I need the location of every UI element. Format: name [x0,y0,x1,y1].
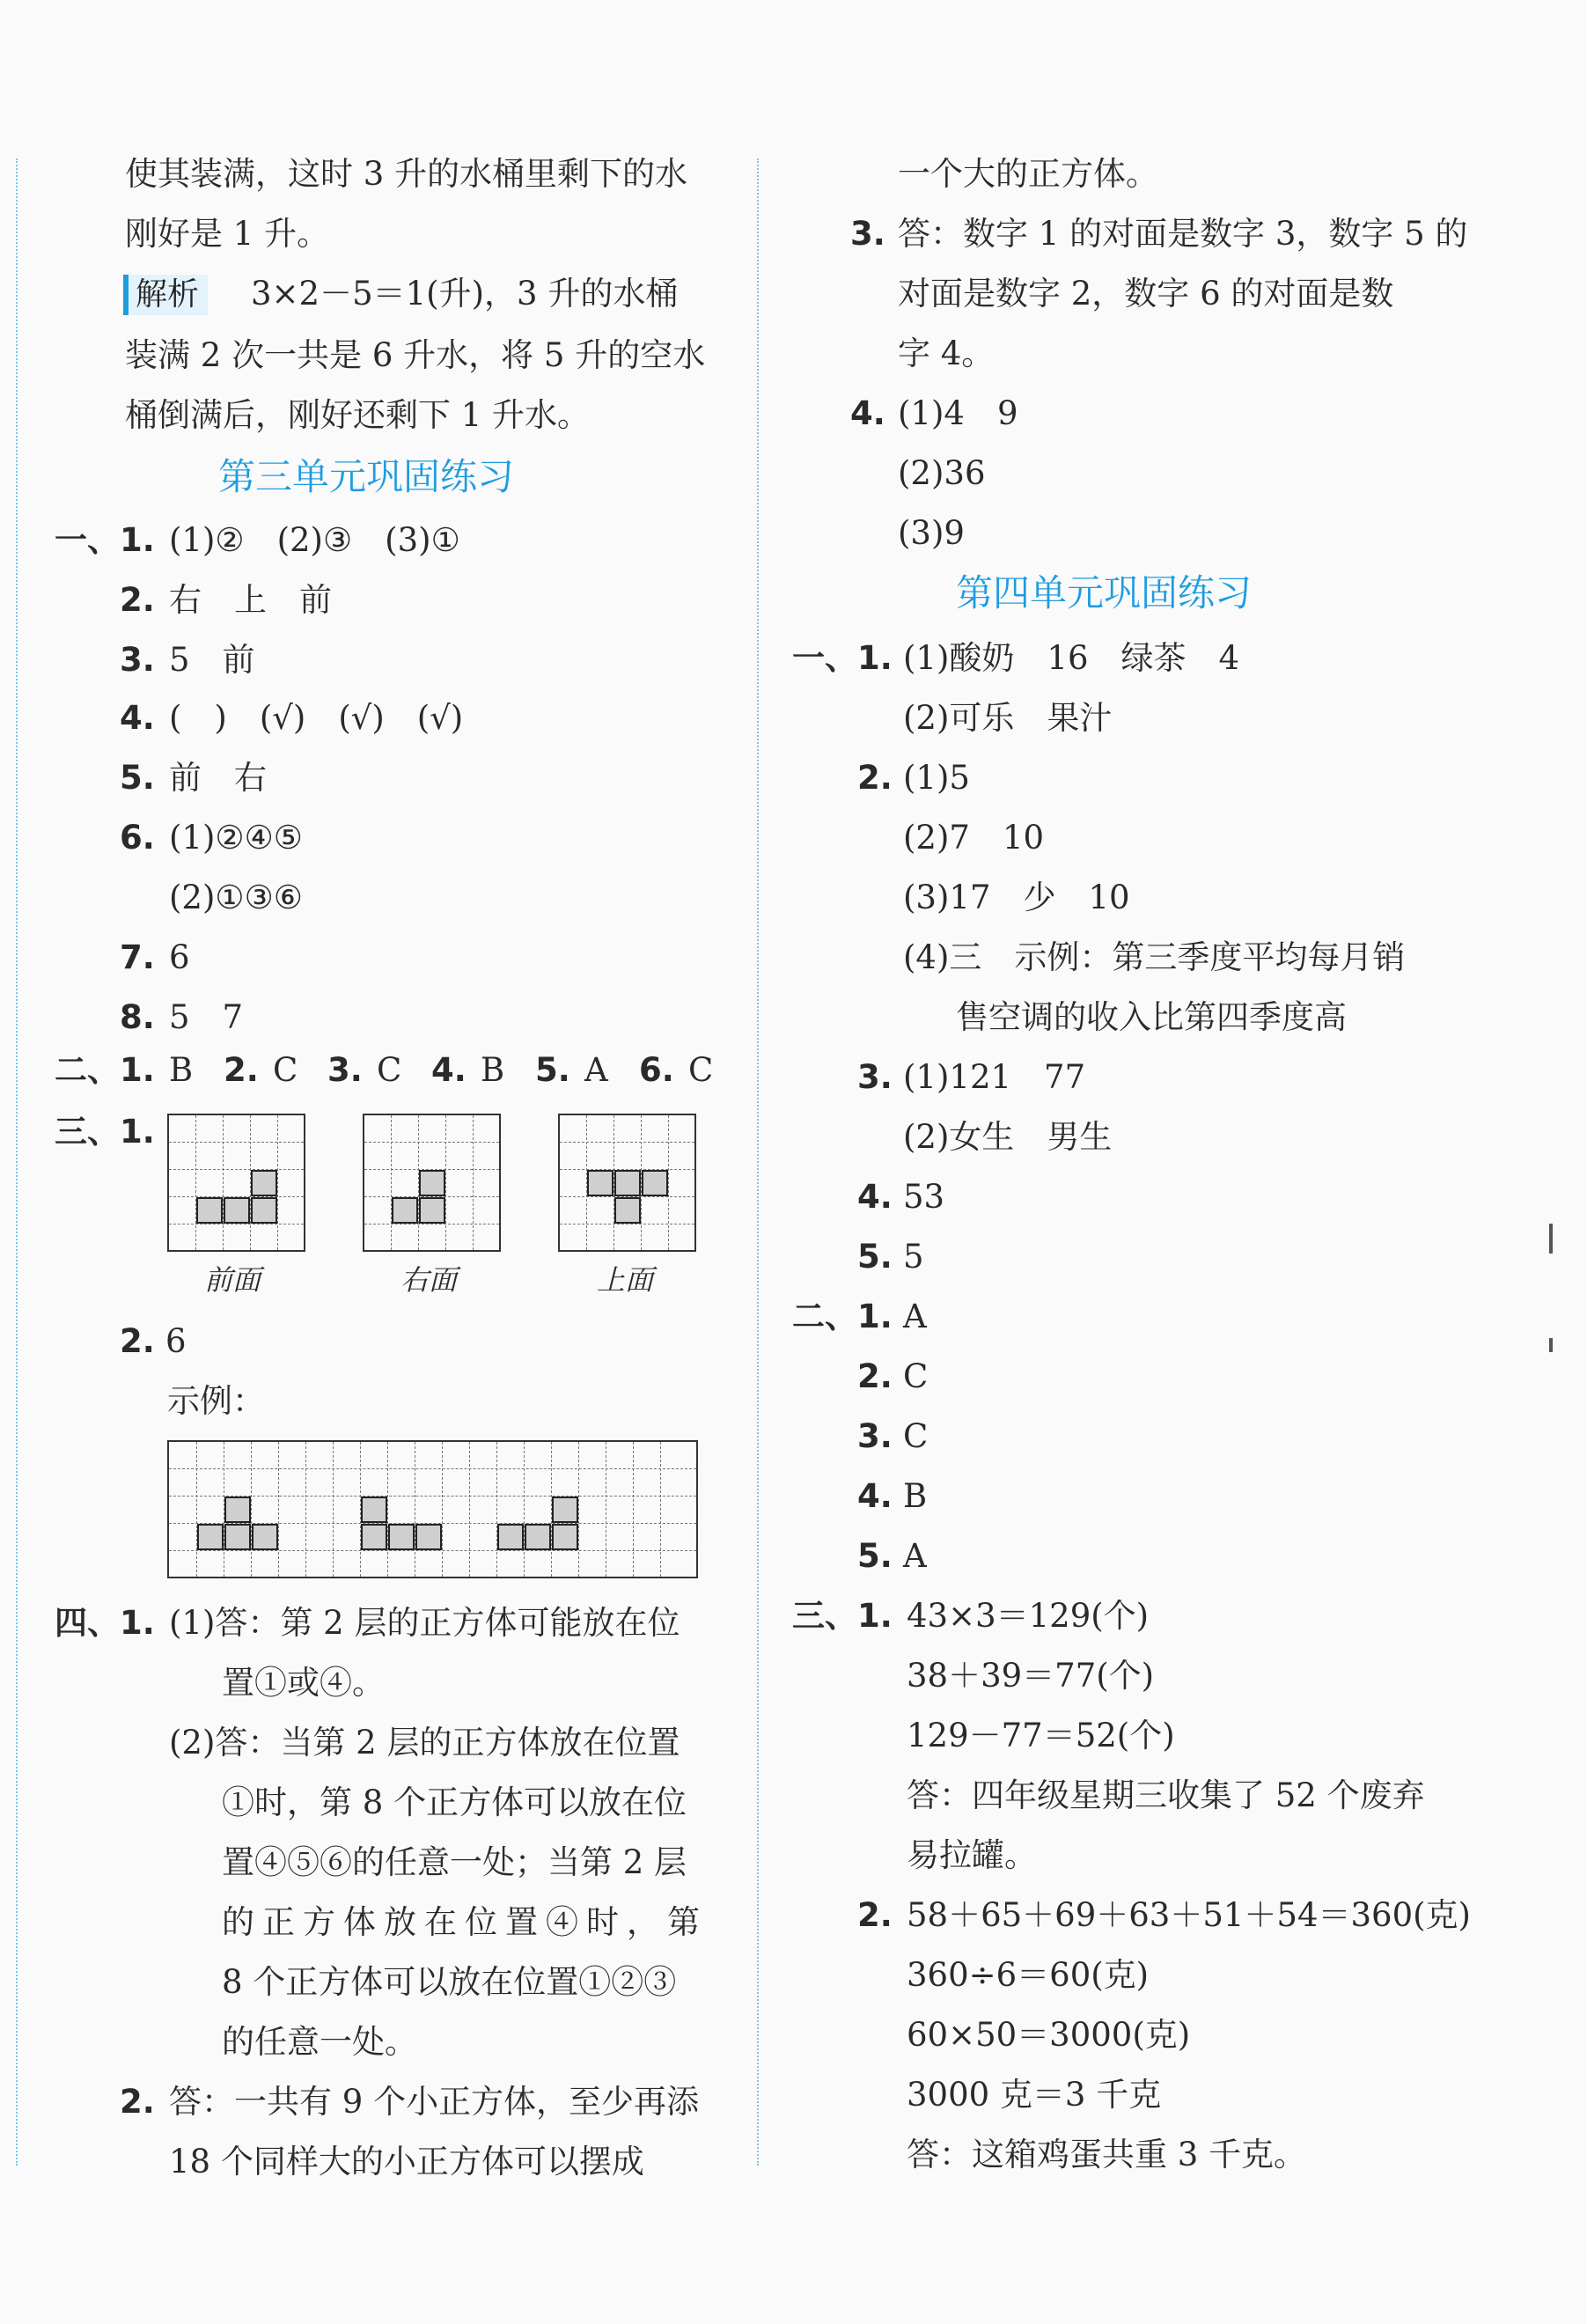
u1-item-number: 5. [857,1238,893,1276]
front-view-cube [251,1170,277,1196]
u1-item-number: 3. [857,1058,893,1096]
u1-item-answer: (1)121 77 [903,1058,1086,1096]
u1-item-number: 2. [857,759,893,797]
u3-item-answer: 38＋39＝77(个) [907,1657,1155,1695]
left-line-3: 3×2－5＝1(升)，3 升的水桶 [251,275,679,313]
u3-item-answer: 129－77＝52(个) [907,1717,1175,1754]
left-line-1: 使其装满，这时 3 升的水桶里剩下的水 [125,155,688,193]
p3-question-2-number: 2. [120,1322,155,1360]
example-cube [197,1524,224,1550]
right-q3-line-1: 答：数字 1 的对面是数字 3，数字 5 的 [898,215,1468,253]
left-part4-label: 四、 [55,1604,120,1642]
p1-item-number: 8. [120,998,155,1036]
u2-item-answer: C [903,1357,929,1395]
u1-item-number: 4. [857,1178,893,1216]
unit4-title: 第四单元巩固练习 [956,571,1253,614]
u2-item-answer: A [903,1537,927,1575]
unit3-title: 第三单元巩固练习 [218,455,515,498]
p2-item-answer: C [688,1051,714,1089]
p1-item-number: 4. [120,699,155,737]
p1-item-answer: ( ) (√) (√) (√) [169,699,464,737]
u3-item-number: 2. [857,1896,893,1934]
u3-item-answer: 58＋65＋69＋63＋51＋54＝360(克) [907,1896,1471,1934]
right-part1-label: 一、 [792,639,857,677]
p4-line-8: 的任意一处。 [222,2023,417,2061]
example-grid [167,1440,698,1578]
p4-2-line-2: 18 个同样大的小正方体可以摆成 [169,2143,644,2181]
u1-item-answer: (4)三 示例：第三季度平均每月销 [903,938,1406,976]
example-cube [224,1497,251,1523]
right-q3-number: 3. [850,215,885,253]
p1-item-number: 7. [120,938,155,976]
u3-item-answer: 60×50＝3000(克) [907,2016,1191,2054]
left-part3-label: 三、 [55,1113,120,1151]
p1-item-number: 1. [120,521,155,559]
example-label: 示例： [167,1382,265,1420]
right-q4-number: 4. [850,394,885,432]
right-part3-label: 三、 [792,1597,857,1635]
example-cube [552,1497,578,1523]
left-line-5: 桶倒满后，刚好还剩下 1 升水。 [125,396,591,434]
right-view-caption: 右面 [400,1263,458,1297]
right-view-grid [363,1114,501,1252]
analysis-tag: 解析 [123,275,208,315]
p2-item-number: 4. [431,1051,467,1089]
right-q3-line-3: 字 4。 [898,335,995,372]
top-view-cube [587,1170,613,1196]
u3-item-answer: 43×3＝129(个) [907,1597,1150,1635]
u3-item-answer: 答：这箱鸡蛋共重 3 千克。 [907,2136,1307,2173]
p4-question-2-number: 2. [120,2083,155,2121]
p1-item-number: 3. [120,641,155,679]
left-line-4: 装满 2 次一共是 6 升水，将 5 升的空水 [125,336,706,374]
p1-item-answer: 5 7 [169,998,244,1036]
p1-item-answer: (2)①③⑥ [169,879,303,916]
u1-item-answer: (1)酸奶 16 绿茶 4 [903,639,1240,677]
p4-line-2: 置①或④。 [222,1664,385,1702]
scan-edge-mark [1549,1338,1553,1352]
u1-item-answer: (2)可乐 果汁 [903,699,1113,737]
example-cube [252,1524,278,1550]
right-q4-line-2: (2)36 [898,454,986,492]
p1-item-number: 6. [120,819,155,857]
p3-question-1-number: 1. [120,1113,155,1151]
p2-item-number: 3. [327,1051,363,1089]
p2-item-answer: B [481,1051,505,1089]
example-cube [415,1524,442,1550]
p1-item-answer: (1)② (2)③ (3)① [169,521,460,559]
front-view-cube [224,1197,250,1224]
p4-line-4: ①时，第 8 个正方体可以放在位 [222,1783,687,1821]
p4-line-6: 的正方体放在位置④时，第 [222,1903,708,1941]
right-top-line: 一个大的正方体。 [898,155,1158,193]
example-cube [388,1524,415,1550]
p4-line-3: (2)答：当第 2 层的正方体放在位置 [169,1724,680,1761]
p1-item-answer: (1)②④⑤ [169,819,303,857]
top-view-cube [642,1170,668,1196]
right-q3-line-2: 对面是数字 2，数字 6 的对面是数 [898,275,1394,313]
p2-item-number: 6. [639,1051,674,1089]
front-view-cube [196,1197,223,1224]
p2-item-number: 2. [224,1051,259,1089]
right-view-cube [392,1197,418,1224]
p3-answer-2: 6 [165,1322,187,1360]
u1-item-answer: (2)女生 男生 [903,1118,1113,1156]
p2-item-answer: B [169,1051,194,1089]
u3-item-answer: 3000 克＝3 千克 [907,2076,1162,2114]
u1-item-number: 1. [857,639,893,677]
p2-item-number: 5. [535,1051,570,1089]
p2-item-answer: C [377,1051,402,1089]
u1-item-answer: 售空调的收入比第四季度高 [956,998,1347,1036]
left-line-2: 刚好是 1 升。 [125,215,330,253]
column-divider-dotted-line [757,158,759,2166]
u2-item-number: 1. [857,1298,893,1335]
top-view-cube [614,1170,641,1196]
u2-item-number: 2. [857,1357,893,1395]
u2-item-number: 3. [857,1417,893,1455]
right-view-cube [419,1197,445,1224]
left-margin-dotted-line [16,158,18,2166]
p4-line-7: 8 个正方体可以放在位置①②③ [222,1963,677,2001]
left-part2-label: 二、 [55,1051,120,1089]
right-q4-line-3: (3)9 [898,514,965,552]
right-q4-line-1: (1)4 9 [898,394,1018,432]
example-cube [497,1524,524,1550]
left-part1-label: 一、 [55,521,120,559]
p2-item-answer: A [584,1051,608,1089]
u2-item-number: 4. [857,1477,893,1515]
front-view-caption: 前面 [204,1263,261,1297]
front-view-grid [167,1114,305,1252]
u1-item-answer: (2)7 10 [903,819,1045,857]
p4-line-5: 置④⑤⑥的任意一处；当第 2 层 [222,1843,687,1881]
u3-item-number: 1. [857,1597,893,1635]
example-cube [552,1524,578,1550]
p1-item-answer: 5 前 [169,641,255,679]
top-view-caption: 上面 [597,1263,654,1297]
u2-item-answer: A [903,1298,927,1335]
example-cube [361,1524,387,1550]
p2-item-number: 1. [120,1051,155,1089]
front-view-cube [251,1197,277,1224]
p4-2-line-1: 答：一共有 9 个小正方体，至少再添 [169,2083,700,2121]
top-view-cube [614,1197,641,1224]
u2-item-number: 5. [857,1537,893,1575]
example-cube [525,1524,551,1550]
example-cube [361,1497,387,1523]
p1-item-answer: 右 上 前 [169,581,332,619]
p4-line-1: (1)答：第 2 层的正方体可能放在位 [169,1604,680,1642]
u1-item-answer: 5 [903,1238,924,1276]
u1-item-answer: 53 [903,1178,945,1216]
top-view-grid [558,1114,696,1252]
p4-question-1-number: 1. [120,1604,155,1642]
u3-item-answer: 答：四年级星期三收集了 52 个废弃 [907,1776,1425,1814]
scan-edge-mark [1549,1224,1553,1254]
u2-item-answer: B [903,1477,928,1515]
p1-item-answer: 前 右 [169,759,267,797]
right-view-cube [419,1170,445,1196]
u3-item-answer: 360÷6＝60(克) [907,1956,1150,1994]
right-part2-label: 二、 [792,1298,857,1335]
u3-item-answer: 易拉罐。 [907,1836,1037,1874]
p2-item-answer: C [273,1051,298,1089]
u1-item-answer: (3)17 少 10 [903,879,1130,916]
u2-item-answer: C [903,1417,929,1455]
p1-item-number: 5. [120,759,155,797]
u1-item-answer: (1)5 [903,759,970,797]
p1-item-answer: 6 [169,938,190,976]
example-cube [224,1524,251,1550]
p1-item-number: 2. [120,581,155,619]
